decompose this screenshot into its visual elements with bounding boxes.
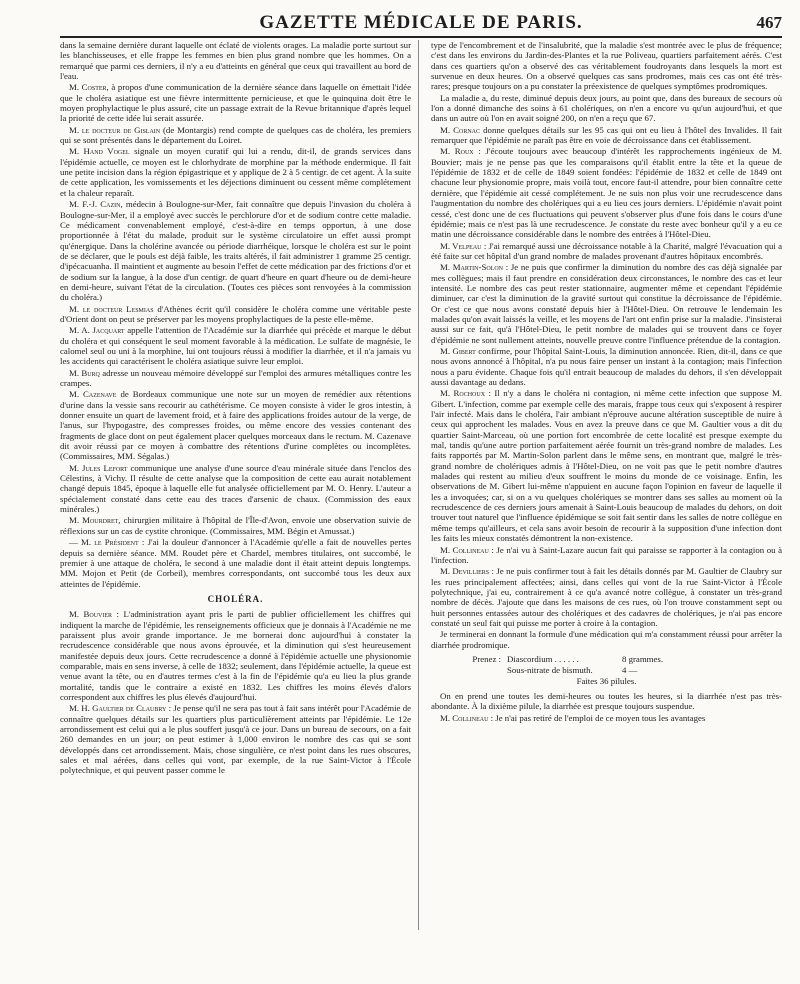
paragraph-text: appelle l'attention de l'Académie sur la diarrhée qui précède et marque le début du choléra et qui conséquent le seul moment favorable à la médication. Le sulfate de magnésie, le calomel seul ou uni à la morphine, lui ont toujours réussi à modifier la diarrhée, et il n'a jamais vu les accidents qui caractérisent le choléra asiatique suivre leur emploi. bbox=[60, 325, 411, 367]
paragraph bbox=[431, 146, 782, 239]
paragraph bbox=[60, 82, 411, 123]
paragraph bbox=[60, 389, 411, 461]
paragraph-text: Il n'y a dans le choléra ni contagion, ni même cette infection que suppose M. Gibert. L'infection, comme par exemple celle des marais, frappe tous ceux qui s'exposent à respirer l'air infecté. Mais dans le choléra, l'air ambiant n'éprouve aucune altération susceptible de nuire à ceux qui approchent les malades. Vous en avez la preuve dans ce que M. Gaultier vous a dit du quartier Saint-Marceau, où une portion fort encombrée de cette localité est presque exempte du mal, tandis qu'une autre portion parfaitement aérée fournit un très-grand nombre de malades. Les faits rapportés par M. Martin-Solon parlent dans le même sens, en montrant que, malgré le très-grand nombre de cholériques admis à l'Hôtel-Dieu, on ne voit pas que le petit nombre d'autres malades qui restent au milieu d'eux souffrent le moins du monde de ce voisinage. Enfin, les observations de M. Gibert lui-même n'appuient en aucune façon l'opinion en faveur de laquelle il les a invoquées; car, si on a vu quelques cholériques se montrer dans ses salles au moment où la recrudescence de ces derniers jours amenait à Saint-Louis beaucoup de malades du dehors, on doit trouver tout naturel que l'influence épidémique se soit fait sentir dans les salles de notre collègue en même temps qu'ailleurs, et cela sans avoir besoin de recourir à la supposition d'une infection dont les faits les mieux constatés démontrent la non-existence. bbox=[431, 388, 782, 544]
paragraph bbox=[60, 609, 411, 702]
paragraph-text: chirurgien militaire à l'hôpital de l'Île-d'Avon, envoie une observation suivie de réflexions sur un cas de cystite chronique. (Commissaires, MM. Bégin et Amussat.) bbox=[60, 515, 412, 536]
paragraph-text: donne quelques détails sur les 95 cas qui ont eu lieu à l'hôtel des Invalides. Il fait remarquer que l'épidémie ne paraît pas être en voie de décroissance dans cet établissement. bbox=[431, 124, 783, 146]
paragraph-text: de Bordeaux communique une note sur un moyen de remédier aux rétentions d'urine dans la vessie sans recourir au cathétérisme. Ce moyen consiste à vider le gros intestin, à donner ensuite un quart de lavement froid, et à faire des applications froides autour de la verge, de l'anus, sur l'hypogastre, des compresses froides, ou même encore des vessies contenant des fragments de glace dont on peut également placer quelques morceaux dans le rectum. M. Cazenave dit avoir réussi par ce moyen à combattre des rétentions d'urine complètes ou incomplètes. (Commissaires, MM. Ségalas.) bbox=[60, 389, 411, 462]
speaker-name: M. Burq bbox=[69, 367, 100, 378]
paragraph bbox=[60, 537, 411, 589]
paragraph-text: J'ai la douleur d'annoncer à l'Académie qu'elle a fait de nouvelles pertes depuis sa dernière séance. MM. Roudet père et Chardel, membres titulaires, ont succombé, le premier à une attaque de choléra, le second à une maladie dont il était atteint depuis longtemps. MM. Mojon et Petit (de Corbeil), membres correspondants, ont succombé tous les deux aux atteintes de l'épidémie. bbox=[60, 537, 412, 589]
speaker-name: M. Rochoux : bbox=[440, 388, 491, 399]
paragraph-text: confirme, pour l'hôpital Saint-Louis, la diminution annoncée. Rien, dit-il, dans ce que nous avons annoncé à l'hôpital, n'a pu nous faire penser un instant à la contagion; mais l'infection nous a paru évidente. Chaque fois qu'il entrait beaucoup de malades du dehors, il s'en développait aussi davantage au dedans. bbox=[431, 345, 783, 387]
prescription-label bbox=[431, 665, 507, 676]
paragraph-text: médecin à Boulogne-sur-Mer, fait connaître que depuis l'invasion du choléra à Boulogne-sur-Mer, il a employé avec succès le perchlorure d'or et de sodium contre cette maladie. Ce médicament convenablement employé, c'est-à-dire en temps opportun, à une dose proportionnée à l'état du malade, produit sur le système circulatoire un effet aussi prompt qu'énergique. Dans la cholérine avancée ou période diarrhéique, lorsque le choléra est sur le point de se déclarer, que le pouls est déjà faible, les traits altérés, il fait administrer 1 gramme 25 centigr. d'ipécacuanha. Il maintient et augmente au besoin l'effet de cette médication par des frictions d'or et de sodium sur la langue, à la dose d'un centigr. de quart d'heure en quart d'heure ou de demi-heure en demi-heure, suivant l'état de la circulation. (Toutes ces pièces sont renvoyées à la commission du choléra.) bbox=[60, 199, 411, 303]
paragraph-text: adresse un nouveau mémoire développé sur l'emploi des armures métalliques contre les crampes. bbox=[60, 367, 412, 388]
paragraph-text: Je pense qu'il ne sera pas tout à fait sans intérêt pour l'Académie de connaître quelques détails sur les quartiers plus particulièrement atteints par l'épidémie. Le 12e arrondissement est celui qui a le plus souffert jusqu'à ce jour. Dans un bureau de secours, on a fait 260 demandes en un jour; on peut estimer à 1,000 environ le nombre des cas qui se sont développés dans cet arrondissement. Mais, chose singulière, ce n'est point dans les rues obscures, sales et mal aérées, dans celles qui vont, par exemple, de la rue Saint-Victor à l'École polytechnique, et qui peuvent passer comme le bbox=[60, 703, 412, 776]
right-column bbox=[431, 40, 782, 724]
paragraph bbox=[431, 691, 782, 712]
paragraph bbox=[431, 262, 782, 345]
paragraph-text: Je n'ai vu à Saint-Lazare aucun fait qui paraisse se rapporter à la contagion ou à l'infection. bbox=[431, 544, 782, 565]
speaker-name: M. Gibert bbox=[440, 345, 476, 356]
ingredient-name: Diascordium . . . . . . bbox=[507, 653, 579, 664]
paragraph bbox=[431, 629, 782, 650]
paragraph bbox=[60, 40, 411, 81]
speaker-name: M. Martin-Solon : bbox=[440, 262, 509, 273]
paragraph bbox=[60, 368, 411, 389]
paragraph-text: d'Athènes écrit qu'il considère le choléra comme une véritable peste d'Orient dont on peut se préserver par les moyens prophylactiques de la peste elle-même. bbox=[60, 303, 411, 324]
paragraph-text: communique une analyse d'une source d'eau minérale située dans l'enclos des Célestins, à Vichy. Il résulte de cette analyse que la composition de cette eau aurait notablement changé depuis 1845, époque à laquelle elle fut analysée officiellement par M. O. Henry. L'auteur a spécialement constaté dans cette eau des traces d'arsenic de chaux. (Commission des eaux minérales.) bbox=[60, 462, 412, 515]
speaker-name: M. H. Gaultier de Claubry : bbox=[69, 703, 172, 714]
speaker-name: M. Velpeau : bbox=[440, 240, 487, 251]
column-divider bbox=[418, 40, 419, 930]
paragraph-text: (de Montargis) rend compte de quelques cas de choléra, les premiers qui se sont présentés dans le département du Loiret. bbox=[60, 124, 412, 146]
speaker-name: M. Bouvier : bbox=[69, 609, 119, 620]
speaker-name: M. Jules Lefort bbox=[69, 462, 128, 473]
left-column bbox=[60, 40, 411, 777]
paragraph-text: Je n'ai pas retiré de l'emploi de ce moyen tous les avantages bbox=[495, 712, 706, 723]
speaker-name: M. Devilliers : bbox=[440, 566, 494, 577]
paragraph-text: Je ne puis que confirmer la diminution du nombre des cas déjà signalée par mes collègues; mais il faut prendre en considération deux circonstances, le nombre des cas et leur intensité. Le nombre des cas peut rester stationnaire, augmenter même et cependant l'épidémie diminuer, car c'est la diminution de la gravité surtout qui constitue la décroissance de l'épidémie. Or c'est ce que nous avons constaté depuis hier à l'Hôtel-Dieu. On retrouve le lendemain les malades qu'on avait laissés la veille, et les moyens de l'art ont enfin prise sur la maladie. J'insisterai aussi sur ce fait, qu'à l'Hôtel-Dieu, le petit nombre de malades qui se trouvent dans ce foyer d'épidémie ne sont nullement atteints, nouvelle preuve contre l'influence prétendue de la contagion. bbox=[431, 262, 782, 345]
prescription-label: Prenez : bbox=[472, 653, 501, 664]
prescription-line bbox=[431, 654, 782, 665]
paragraph bbox=[431, 346, 782, 387]
paragraph-text: signale un moyen curatif qui lui a rendu, dit-il, de grands services dans l'épidémie actuelle, ce moyen est le chlorhydrate de morphine par la méthode endermique. Il fait une petite incision dans la région épigastrique et y applique de 2 à 5 centigr. de cet agent. À la suite de cette application, les vomissements et les déjections diminuent ou cessent même complétement et la chaleur reparaît. bbox=[60, 146, 411, 198]
prescription-footer: Faites 36 pilules. bbox=[576, 675, 637, 686]
ingredient-quantity: 8 grammes. bbox=[622, 653, 664, 664]
paragraph bbox=[431, 566, 782, 628]
prescription-line bbox=[431, 665, 782, 676]
speaker-name: M. A. Jacquart bbox=[69, 325, 125, 336]
prescription bbox=[431, 654, 782, 687]
speaker-name: M. Collineau : bbox=[440, 712, 494, 723]
speaker-name: M. Coster, bbox=[69, 82, 109, 93]
speaker-name: M. Cazenave bbox=[69, 389, 117, 400]
journal-title: GAZETTE MÉDICALE DE PARIS. bbox=[259, 12, 583, 33]
paragraph bbox=[431, 545, 782, 566]
paragraph-text: La maladie a, du reste, diminué depuis deux jours, au point que, dans des bureaux de secours où l'on a donné dimanche des soins à 61 cholériques, on n'en a encore vu qu'un aujourd'hui, et que dans un autre où l'on en avait soigné 200, on n'en a reçu que 67. bbox=[431, 92, 782, 124]
speaker-name: M. le docteur de Gislain bbox=[69, 124, 161, 135]
paragraph-text: type de l'encombrement et de l'insalubrité, que la maladie s'est montrée avec le plus de fréquence; c'est dans les environs du Jardin-des-Plantes et la rue Poliveau, quartiers parfaitement aérés. C'est dans ces quartiers qu'on a observé des cas véritablement foudroyants dans lesquels la mort est survenue en deux heures. On a observé quelques cas sans prodromes, mais ces cas ont été très-rares; presque toujours on a pu constater la préexistence de quelques symptômes prodromiques. bbox=[431, 40, 782, 92]
ingredient-quantity: 4 — bbox=[622, 664, 638, 675]
paragraph bbox=[431, 713, 782, 723]
paragraph bbox=[60, 199, 411, 302]
paragraph bbox=[60, 125, 411, 146]
paragraph bbox=[60, 325, 411, 366]
ingredient-name: Sous-nitrate de bismuth. bbox=[507, 664, 593, 675]
paragraph-text: J'ai remarqué aussi une décroissance notable à la Charité, malgré l'évacuation qui a été faite sur cet hôpital d'un grand nombre de malades provenant d'autres hôpitaux encombrés. bbox=[431, 240, 782, 261]
page-number: 467 bbox=[756, 13, 782, 32]
paragraph-text: On en prend une toutes les demi-heures ou toutes les heures, si la diarrhée n'est pas très-abondante. À la dixième pilule, la diarrhée est presque toujours suspendue. bbox=[431, 690, 782, 712]
paragraph-text: L'administration ayant pris le parti de publier officiellement les chiffres qui indiquent la marche de l'épidémie, les renseignements officieux que je donnais à l'Académie ne me paraissent plus avoir grande importance. Je me bornerai donc aujourd'hui à constater la recrudescence considérable que nous avons éprouvée, et la diminution qui s'est heureusement manifestée depuis deux jours. Cette recrudescence a donné à l'épidémie actuelle une physionomie comparable, mais en sens inverse, à celle de 1832; seulement, dans l'épidémie actuelle, la queue est venue avant la tête, ou en d'autres termes c'est à la fin de l'épidémie qu'a eu lieu la plus grande mortalité, tandis que le contraire a existé en 1832. Les chiffres les moins élevés d'alors correspondent aux chiffres les plus élevés d'aujourd'hui. bbox=[60, 609, 411, 702]
speaker-name: M. F.-J. Cazin, bbox=[69, 199, 123, 210]
speaker-name: M. Collineau : bbox=[440, 544, 494, 555]
speaker-name: M. Hand Vogel bbox=[69, 146, 130, 157]
paragraph-text: Je terminerai en donnant la formule d'une médication qui m'a constamment réussi pour arrêter la diarrhée prodromique. bbox=[431, 629, 782, 650]
paragraph bbox=[60, 515, 411, 536]
paragraph-text: dans la semaine dernière durant laquelle ont éclaté de violents orages. La maladie porte surtout sur les blanchisseuses, et elle frappe les femmes en bien plus grand nombre que les hommes. On a remarqué que parmi ces derniers, il n'y a eu d'atteints en général que ceux qui travaillent au bord de l'eau. bbox=[60, 40, 411, 82]
paragraph bbox=[60, 146, 411, 198]
paragraph bbox=[431, 388, 782, 543]
paragraph bbox=[60, 463, 411, 515]
paragraph bbox=[431, 241, 782, 262]
paragraph bbox=[60, 703, 411, 775]
speaker-name: M. Mourdret, bbox=[69, 515, 121, 526]
speaker-name: — M. le Président : bbox=[69, 537, 145, 548]
paragraph bbox=[431, 125, 782, 146]
paragraph-text: à propos d'une communication de la dernière séance dans laquelle on émettait l'idée que le choléra asiatique est une fièvre intermittente pernicieuse, et que le quinquina doit être le moyen prophylactique le plus assuré, cite un passage extrait de la Revue britannique d'après lequel la priorité de cette idée lui serait assurée. bbox=[60, 82, 411, 124]
speaker-name: M. Cornac bbox=[440, 124, 481, 135]
paragraph-text: Je ne puis confirmer tout à fait les détails donnés par M. Gaultier de Claubry sur les rues principalement affectées; ainsi, dans celles qui vont de la rue Saint-Victor à l'École polytechnique, j'ai eu, contrairement à ce qu'a avancé notre collègue, à constater un très-grand nombre de décès. J'ajoute que dans les maisons de ces rues, où l'on trouve constamment sept ou huit personnes entassées autour des cholériques et des cadavres de cholériques, je n'ai pas encore constaté un seul fait qui puisse me porter à croire à la contagion. bbox=[431, 566, 783, 628]
paragraph bbox=[431, 93, 782, 124]
speaker-name: M. le docteur Lesmias bbox=[69, 303, 154, 314]
page-header bbox=[60, 10, 782, 38]
speaker-name: M. Roux : bbox=[440, 146, 481, 157]
paragraph bbox=[431, 40, 782, 92]
paragraph bbox=[60, 304, 411, 325]
paragraph-text: J'écoute toujours avec beaucoup d'intérêt les rapprochements ingénieux de M. Bouvier; mais je ne pense pas que les comparaisons qu'il établit entre la tête et la queue de l'épidémie de 1832 et de celle de 1849 soient fondées: l'épidémie de 1832 et celle de 1849 ont chacune leur physionomie propre, mais voilà tout, encore faut-il attendre, pour bien connaître cette dernière, que l'épidémie ait cessé complétement. Je ne suis non plus voir une recrudescence dans l'augmentation du nombre des cholériques qui a eu lieu ces jours derniers. L'épidémie n'avait point cessé, c'est donc une de ces fluctuations qui peuvent s'observer plus d'une fois dans le cours d'une épidémie; mais ce n'est pas là une recrudescence. Je constate du reste avec bonheur qu'il y a eu ce matin une décroissance considérable dans le nombre des entrées à l'Hôtel-Dieu. bbox=[431, 146, 783, 240]
section-heading: CHOLÉRA. bbox=[207, 593, 264, 604]
